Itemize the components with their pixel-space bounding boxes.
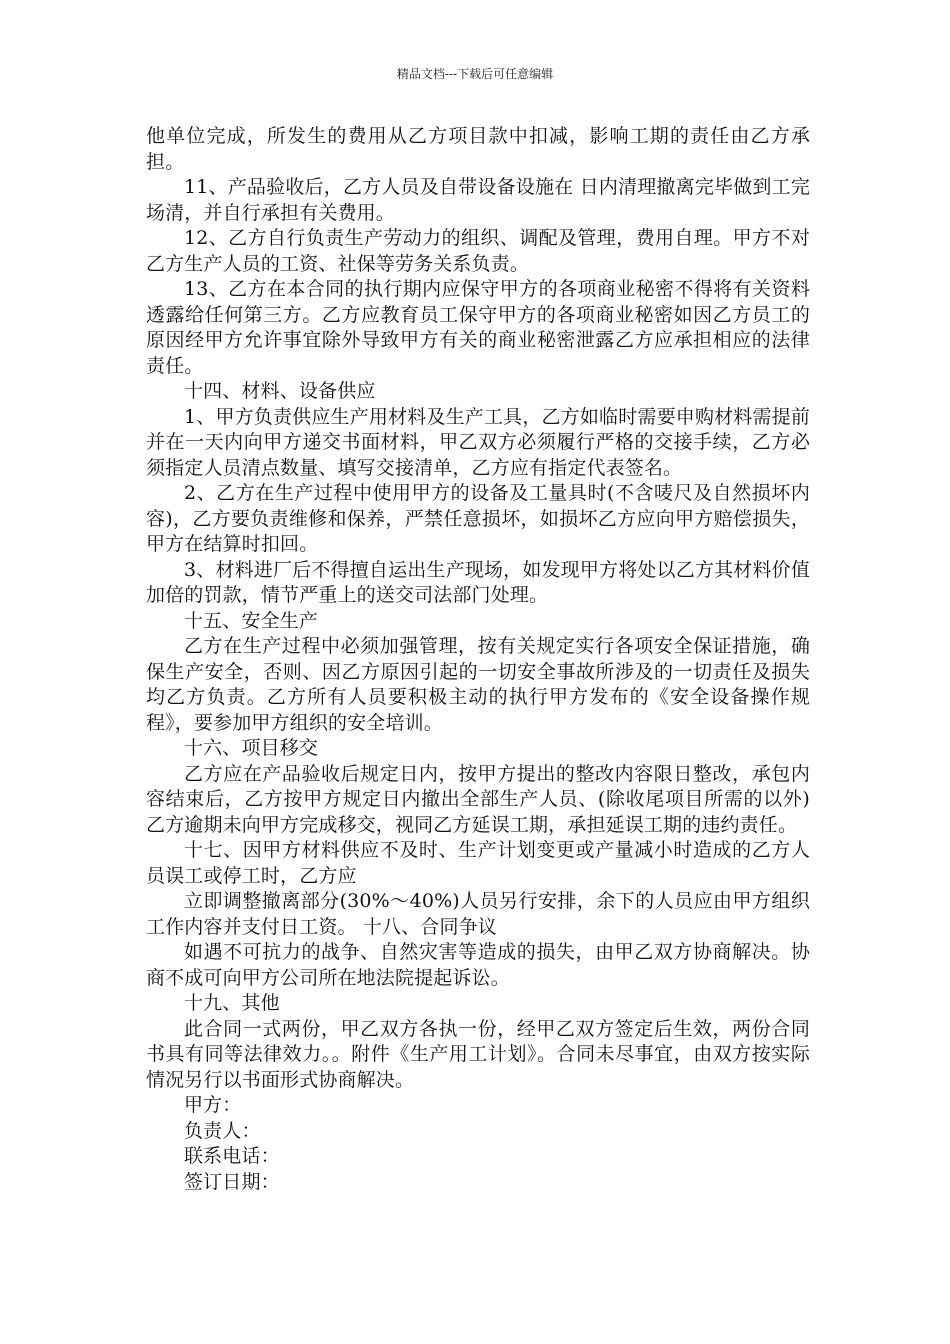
- clause-16: 乙方应在产品验收后规定日内，按甲方提出的整改内容限日整改，承包内容结束后，乙方按甲方规定日内撤出全部生产人员、(除收尾项目所需的以外)乙方逾期未向甲方完成移交，视同乙方延误工期，承担延误工期的违约责任。: [146, 762, 810, 836]
- clause-12: 12、乙方自行负责生产劳动力的组织、调配及管理，费用自理。甲方不对乙方生产人员的工资、社保等劳务关系负责。: [146, 227, 810, 275]
- clause-18: 如遇不可抗力的战争、自然灾害等造成的损失，由甲乙双方协商解决。协商不成可向甲方公司所在地法院提起诉讼。: [146, 941, 810, 989]
- clause-14-3: 3、材料进厂后不得擅自运出生产现场，如发现甲方将处以乙方其材料价值加倍的罚款，情节严重上的送交司法部门处理。: [146, 558, 810, 606]
- section-heading-15: 十五、安全生产: [184, 609, 319, 632]
- section-heading-14: 十四、材料、设备供应: [184, 380, 376, 402]
- page-header: 精品文档---下载后可任意编辑: [396, 67, 554, 81]
- section-heading-16: 十六、项目移交: [184, 737, 319, 759]
- signature-phone: 联系电话：: [184, 1145, 280, 1167]
- signature-responsible-person: 负责人：: [184, 1119, 261, 1142]
- clause-17-cont: 立即调整撤离部分(30%～40%)人员另行安排，余下的人员应由甲方组织工作内容并支付日工资。 十八、合同争议: [146, 890, 810, 938]
- clause-13: 13、乙方在本合同的执行期内应保守甲方的各项商业秘密不得将有关资料透露给任何第三方。乙方应教育员工保守甲方的各项商业秘密如因乙方员工的原因经甲方允许事宜除外导致甲方有关的商业秘密泄露乙方应承担相应的法律责任。: [146, 278, 810, 377]
- signature-date: 签订日期：: [184, 1170, 280, 1193]
- clause-15: 乙方在生产过程中必须加强管理，按有关规定实行各项安全保证措施，确保生产安全，否则、因乙方原因引起的一切安全事故所涉及的一切责任及损失均乙方负责。乙方所有人员要积极主动的执行甲方发布的《安全设备操作规程》，要参加甲方组织的安全培训。: [146, 635, 810, 734]
- clause-11: 11、产品验收后，乙方人员及自带设备设施在 日内清理撤离完毕做到工完场清，并自行承担有关费用。: [146, 176, 810, 224]
- clause-19: 此合同一式两份，甲乙双方各执一份，经甲乙双方签定后生效，两份合同书具有同等法律效力。。附件《生产用工计划》。合同未尽事宜，由双方按实际情况另行以书面形式协商解决。: [146, 1017, 810, 1091]
- paragraph: 他单位完成，所发生的费用从乙方项目款中扣减，影响工期的责任由乙方承担。: [146, 125, 810, 173]
- clause-17: 十七、因甲方材料供应不及时、生产计划变更或产量减小时造成的乙方人员误工或停工时，乙方应: [146, 839, 810, 887]
- section-heading-19: 十九、其他: [184, 992, 280, 1014]
- clause-14-2: 2、乙方在生产过程中使用甲方的设备及工量具时(不含唛尺及自然损坏内容)，乙方要负责维修和保养，严禁任意损坏，如损坏乙方应向甲方赔偿损失，甲方在结算时扣回。: [146, 482, 810, 555]
- signature-party-a: 甲方：: [184, 1094, 242, 1116]
- clause-14-1: 1、甲方负责供应生产用材料及生产工具，乙方如临时需要申购材料需提前并在一天内向甲方递交书面材料，甲乙双方必须履行严格的交接手续，乙方必须指定人员清点数量、填写交接清单，乙方应有指定代表签名。: [146, 405, 810, 479]
- document-body: [146, 124, 810, 1195]
